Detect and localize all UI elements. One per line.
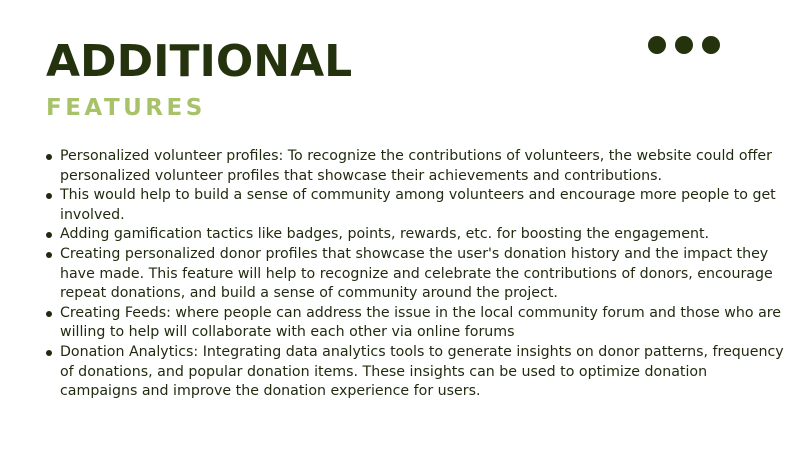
- bullet-icon: [46, 311, 52, 317]
- feature-text: Donation Analytics: Integrating data analytics tools to generate insights on donor patterns, frequency of donations, and popular donation items. These insights can be used to optimize donation campaigns and improve the donation experience for users.: [60, 343, 784, 400]
- feature-item: [44, 245, 784, 304]
- dot-icon: [648, 36, 666, 54]
- feature-text: Creating personalized donor profiles that showcase the user's donation history and the impact they have made. This feature will help to recognize and celebrate the contributions of donors, encourage repeat donations, and build a sense of community around the project.: [60, 245, 773, 302]
- bullet-icon: [46, 252, 52, 258]
- feature-text: Creating Feeds: where people can address the issue in the local community forum and those who are willing to help will collaborate with each other via online forums: [60, 304, 782, 341]
- bullet-icon: [46, 232, 52, 238]
- slide-title: ADDITIONAL: [46, 36, 353, 87]
- feature-text: This would help to build a sense of community among volunteers and encourage more people to get involved.: [60, 187, 776, 223]
- feature-item: [44, 147, 784, 186]
- feature-item: [44, 225, 784, 245]
- bullet-icon: [46, 350, 52, 356]
- feature-list: [44, 147, 784, 402]
- feature-item: [44, 343, 784, 402]
- dot-icon: [702, 36, 720, 54]
- three-dots-icon: [648, 36, 720, 54]
- feature-item: [44, 304, 784, 343]
- bullet-icon: [46, 193, 52, 199]
- feature-text: Personalized volunteer profiles: To recognize the contributions of volunteers, the website could offer personalized volunteer profiles that showcase their achievements and contributions.: [60, 148, 772, 184]
- dot-icon: [675, 36, 693, 54]
- feature-text: Adding gamification tactics like badges, points, rewards, etc. for boosting the engagement.: [60, 226, 710, 243]
- feature-item: [44, 186, 784, 225]
- slide-subtitle: FEATURES: [46, 95, 206, 121]
- bullet-icon: [46, 154, 52, 160]
